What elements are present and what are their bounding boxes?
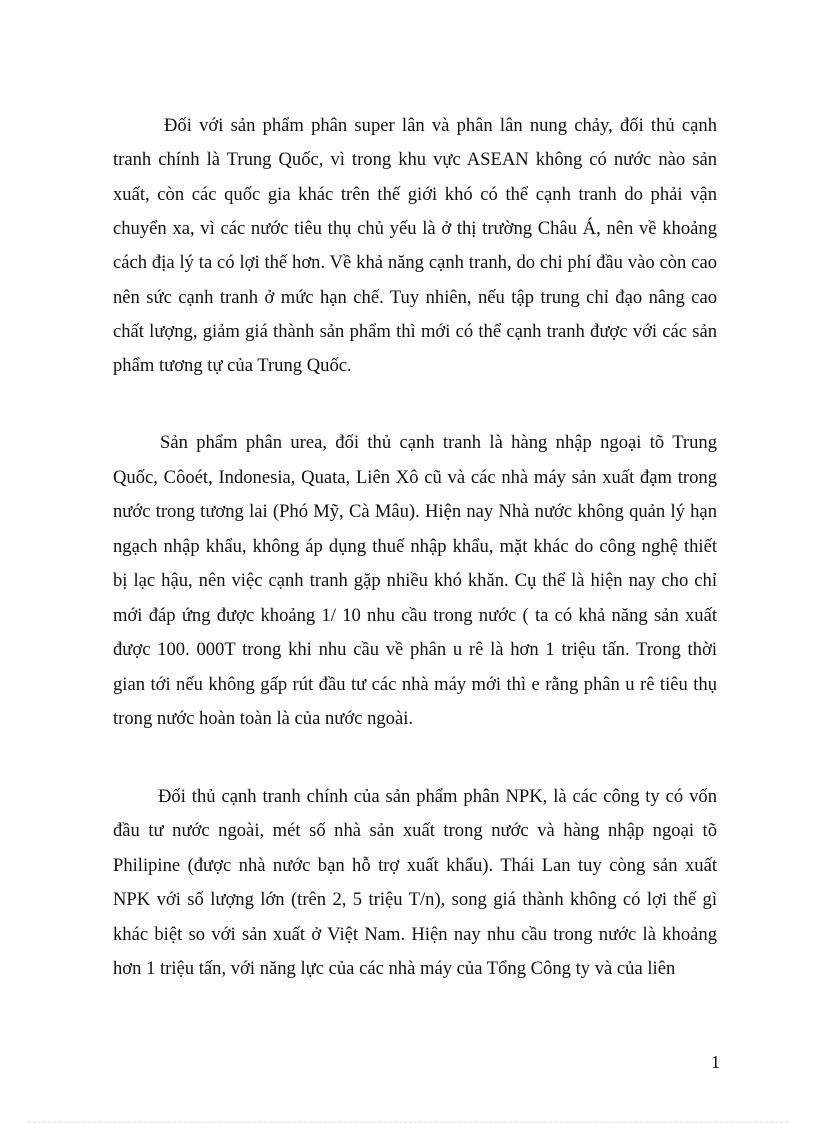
paragraph-2-line-7: được 100. 000T trong khi nhu cầu về phân u rê là hơn 1 triệu tấn. Trong thời xyxy=(113,639,717,660)
paragraph-2-line-5: bị lạc hậu, nên việc cạnh tranh gặp nhiều khó khăn. Cụ thể là hiện nay cho chỉ xyxy=(113,570,717,591)
paragraph-2-line-1: Sản phẩm phân urea, đối thủ cạnh tranh là hàng nhập ngoại tõ Trung xyxy=(160,432,717,453)
paragraph-1-line-8: phẩm tương tự của Trung Quốc. xyxy=(113,355,352,376)
paragraph-1-line-3: xuất, còn các quốc gia khác trên thế giới khó có thể cạnh tranh do phải vận xyxy=(113,184,717,205)
paragraph-1-line-2: tranh chính là Trung Quốc, vì trong khu vực ASEAN không có nước nào sản xyxy=(113,149,717,170)
paragraph-2-line-9: trong nước hoàn toàn là của nước ngoài. xyxy=(113,708,414,729)
paragraph-3-line-1: Đối thủ cạnh tranh chính của sản phẩm phân NPK, là các công ty có vốn xyxy=(158,786,717,807)
paragraph-3-line-6: hơn 1 triệu tấn, với năng lực của các nhà máy của Tổng Công ty và của liên xyxy=(113,958,676,979)
page-number: 1 xyxy=(711,1052,720,1072)
paragraph-3-line-5: khác biệt so với sản xuất ở Việt Nam. Hiện nay nhu cầu trong nước là khoảng xyxy=(113,924,717,945)
paragraph-2-line-6: mới đáp ứng được khoảng 1/ 10 nhu cầu trong nước ( ta có khả năng sản xuất xyxy=(113,605,717,626)
paragraph-2-line-8: gian tới nếu không gấp rút đầu tư các nhà máy mới thì e rằng phân u rê tiêu thụ xyxy=(113,674,717,695)
paragraph-2-line-2: Quốc, Côoét, Indonesia, Quata, Liên Xô cũ và các nhà máy sản xuất đạm trong xyxy=(113,467,717,488)
paragraph-2-line-3: nước trong tương lai (Phó Mỹ, Cà Mâu). Hiện nay Nhà nước không quản lý hạn xyxy=(113,501,717,522)
paragraph-1-line-4: chuyển xa, vì các nước tiêu thụ chủ yếu là ở thị trường Châu Á, nên về khoảng xyxy=(113,218,717,239)
paragraph-1-line-1: Đối với sản phẩm phân super lân và phân lân nung chảy, đối thủ cạnh xyxy=(164,115,717,136)
paragraph-1-line-5: cách địa lý ta có lợi thế hơn. Về khả năng cạnh tranh, do chi phí đầu vào còn cao xyxy=(113,252,717,273)
paragraph-3-line-4: NPK với số lượng lớn (trên 2, 5 triệu T/n), song giá thành không có lợi thế gì xyxy=(113,889,717,910)
paragraph-3-line-2: đầu tư nước ngoài, mét số nhà sản xuất trong nước và hàng nhập ngoại tõ xyxy=(113,820,717,841)
paragraph-1-line-6: nên sức cạnh tranh ở mức hạn chế. Tuy nhiên, nếu tập trung chỉ đạo nâng cao xyxy=(113,287,717,308)
paragraph-1-line-7: chất lượng, giảm giá thành sản phẩm thì mới có thể cạnh tranh được với các sản xyxy=(113,321,717,342)
paragraph-3-line-3: Philipine (được nhà nước bạn hỗ trợ xuất khẩu). Thái Lan tuy còng sản xuất xyxy=(113,855,717,876)
paragraph-2-line-4: ngạch nhập khẩu, không áp dụng thuế nhập khẩu, mặt khác do công nghệ thiết xyxy=(113,536,717,557)
